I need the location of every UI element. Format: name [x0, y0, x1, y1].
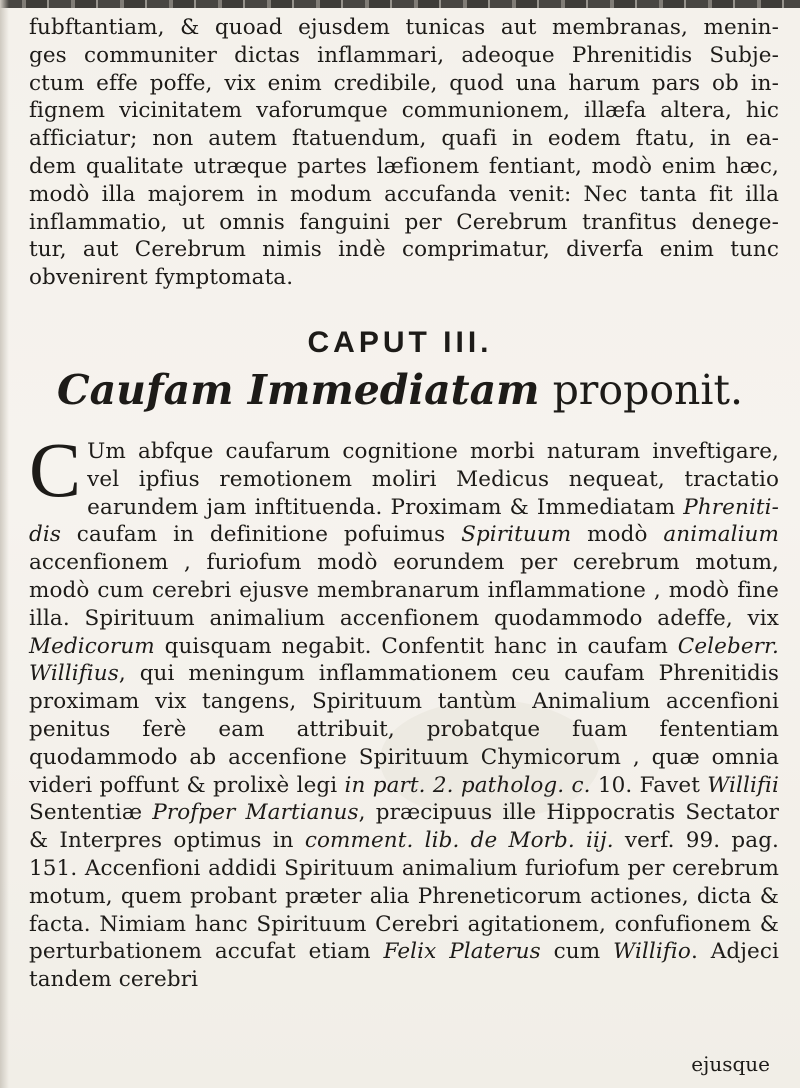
italic-text: Medicorum	[29, 633, 155, 659]
paragraph-continued	[29, 14, 779, 292]
italic-text: Felix Platerus	[383, 939, 541, 965]
italic-text: Celeberr. Willifius	[29, 633, 779, 687]
text-line: afficiatur; non autem ftatuendum, quafi in eodem ftatu, in ea-	[29, 126, 779, 152]
body-text: , qui meningum inflammationem ceu caufam Phrenitidis proximam vix tangens, Spirituum tantùm Animalium accenfioni penitus ferè eam attribuit, probatque fuam fententiam quodammodo ab accenfione Spirituum Chymicorum , quæ omnia videri poffunt & prolixè legi	[29, 661, 779, 798]
text-line: ges communiter dictas inflammari, adeoque Phrenitidis Subje-	[29, 42, 779, 68]
previous-page-edge	[0, 0, 800, 8]
italic-text: Phreniti-dis	[29, 494, 779, 548]
body-text: cum	[540, 939, 614, 965]
body-text: caufam in definitione pofuimus	[60, 522, 462, 548]
body-text: modò	[571, 522, 664, 548]
text-line: dem qualitate utræque partes læfionem fentiant, modò enim hæc,	[29, 153, 779, 179]
body-text: verf. 99. pag. 151. Accenfioni addidi Spirituum animalium furiofum per cerebrum motum, quem probant præter alia Phreneticorum actiones, dicta & facta. Nimiam hanc Spirituum Cerebri agitationem, confufionem & perturbationem accufat etiam	[29, 828, 779, 965]
italic-text: Spirituum	[461, 522, 572, 548]
italic-text: animalium	[663, 522, 779, 548]
drop-capital: C	[29, 426, 82, 513]
chapter-title-roman: proponit.	[539, 366, 744, 414]
italic-text: Willifio	[613, 939, 691, 965]
body-text: accenfionem , furiofum modò eorundem per cerebrum motum, modò cum cerebri ejusve membranarum inflammatione , modò fine illa. Spirituum animalium accenfionem quodammodo adeffe, vix	[29, 550, 779, 631]
text-line: fubftantiam, & quoad ejusdem tunicas aut membranas, menin-	[29, 15, 779, 40]
italic-text: Willifii	[707, 772, 779, 798]
chapter-title	[0, 366, 800, 414]
text-line: inflammatio, ut omnis fanguini per Cerebrum tranfitus denege-	[29, 209, 779, 235]
body-text: 10. Favet	[590, 772, 708, 798]
catchword: ejusque	[691, 1052, 770, 1076]
chapter-title-italic: Caufam Immediatam	[56, 366, 540, 414]
body-text: Um abfque caufarum cognitione morbi naturam inveftigare, vel ipfius remotionem moliri Medicus nequeat, tractatio earundem jam inftituenda. Proximam & Immediatam	[87, 439, 779, 520]
body-text: . Adjeci tandem cerebri	[29, 939, 779, 993]
chapter-paragraph	[29, 426, 779, 994]
chapter-heading: CAPUT III.	[307, 326, 493, 359]
text-line: fignem vicinitatem vaforumque communionem, illæfa altera, hic	[29, 98, 779, 124]
text-line: ctum effe poffe, vix enim credibile, quod una harum pars ob in-	[29, 70, 779, 96]
body-text: Sententiæ	[29, 800, 153, 826]
body-text: , præcipuus ille Hippocratis Sectator & Interpres optimus in	[29, 800, 779, 854]
italic-text: Profper Martianus	[152, 800, 359, 826]
binding-shadow	[0, 0, 9, 1088]
text-line: tur, aut Cerebrum nimis indè comprimatur, diverfa enim tunc	[29, 237, 779, 263]
italic-text: comment. lib. de Morb. iij.	[304, 828, 614, 854]
text-line: modò illa majorem in modum accufanda venit: Nec tanta fit illa	[29, 181, 779, 207]
body-text: quisquam negabit. Confentit hanc in caufam	[154, 633, 678, 659]
italic-text: in part. 2. patholog. c.	[344, 772, 591, 798]
text-line: obvenirent fymptomata.	[29, 265, 294, 291]
